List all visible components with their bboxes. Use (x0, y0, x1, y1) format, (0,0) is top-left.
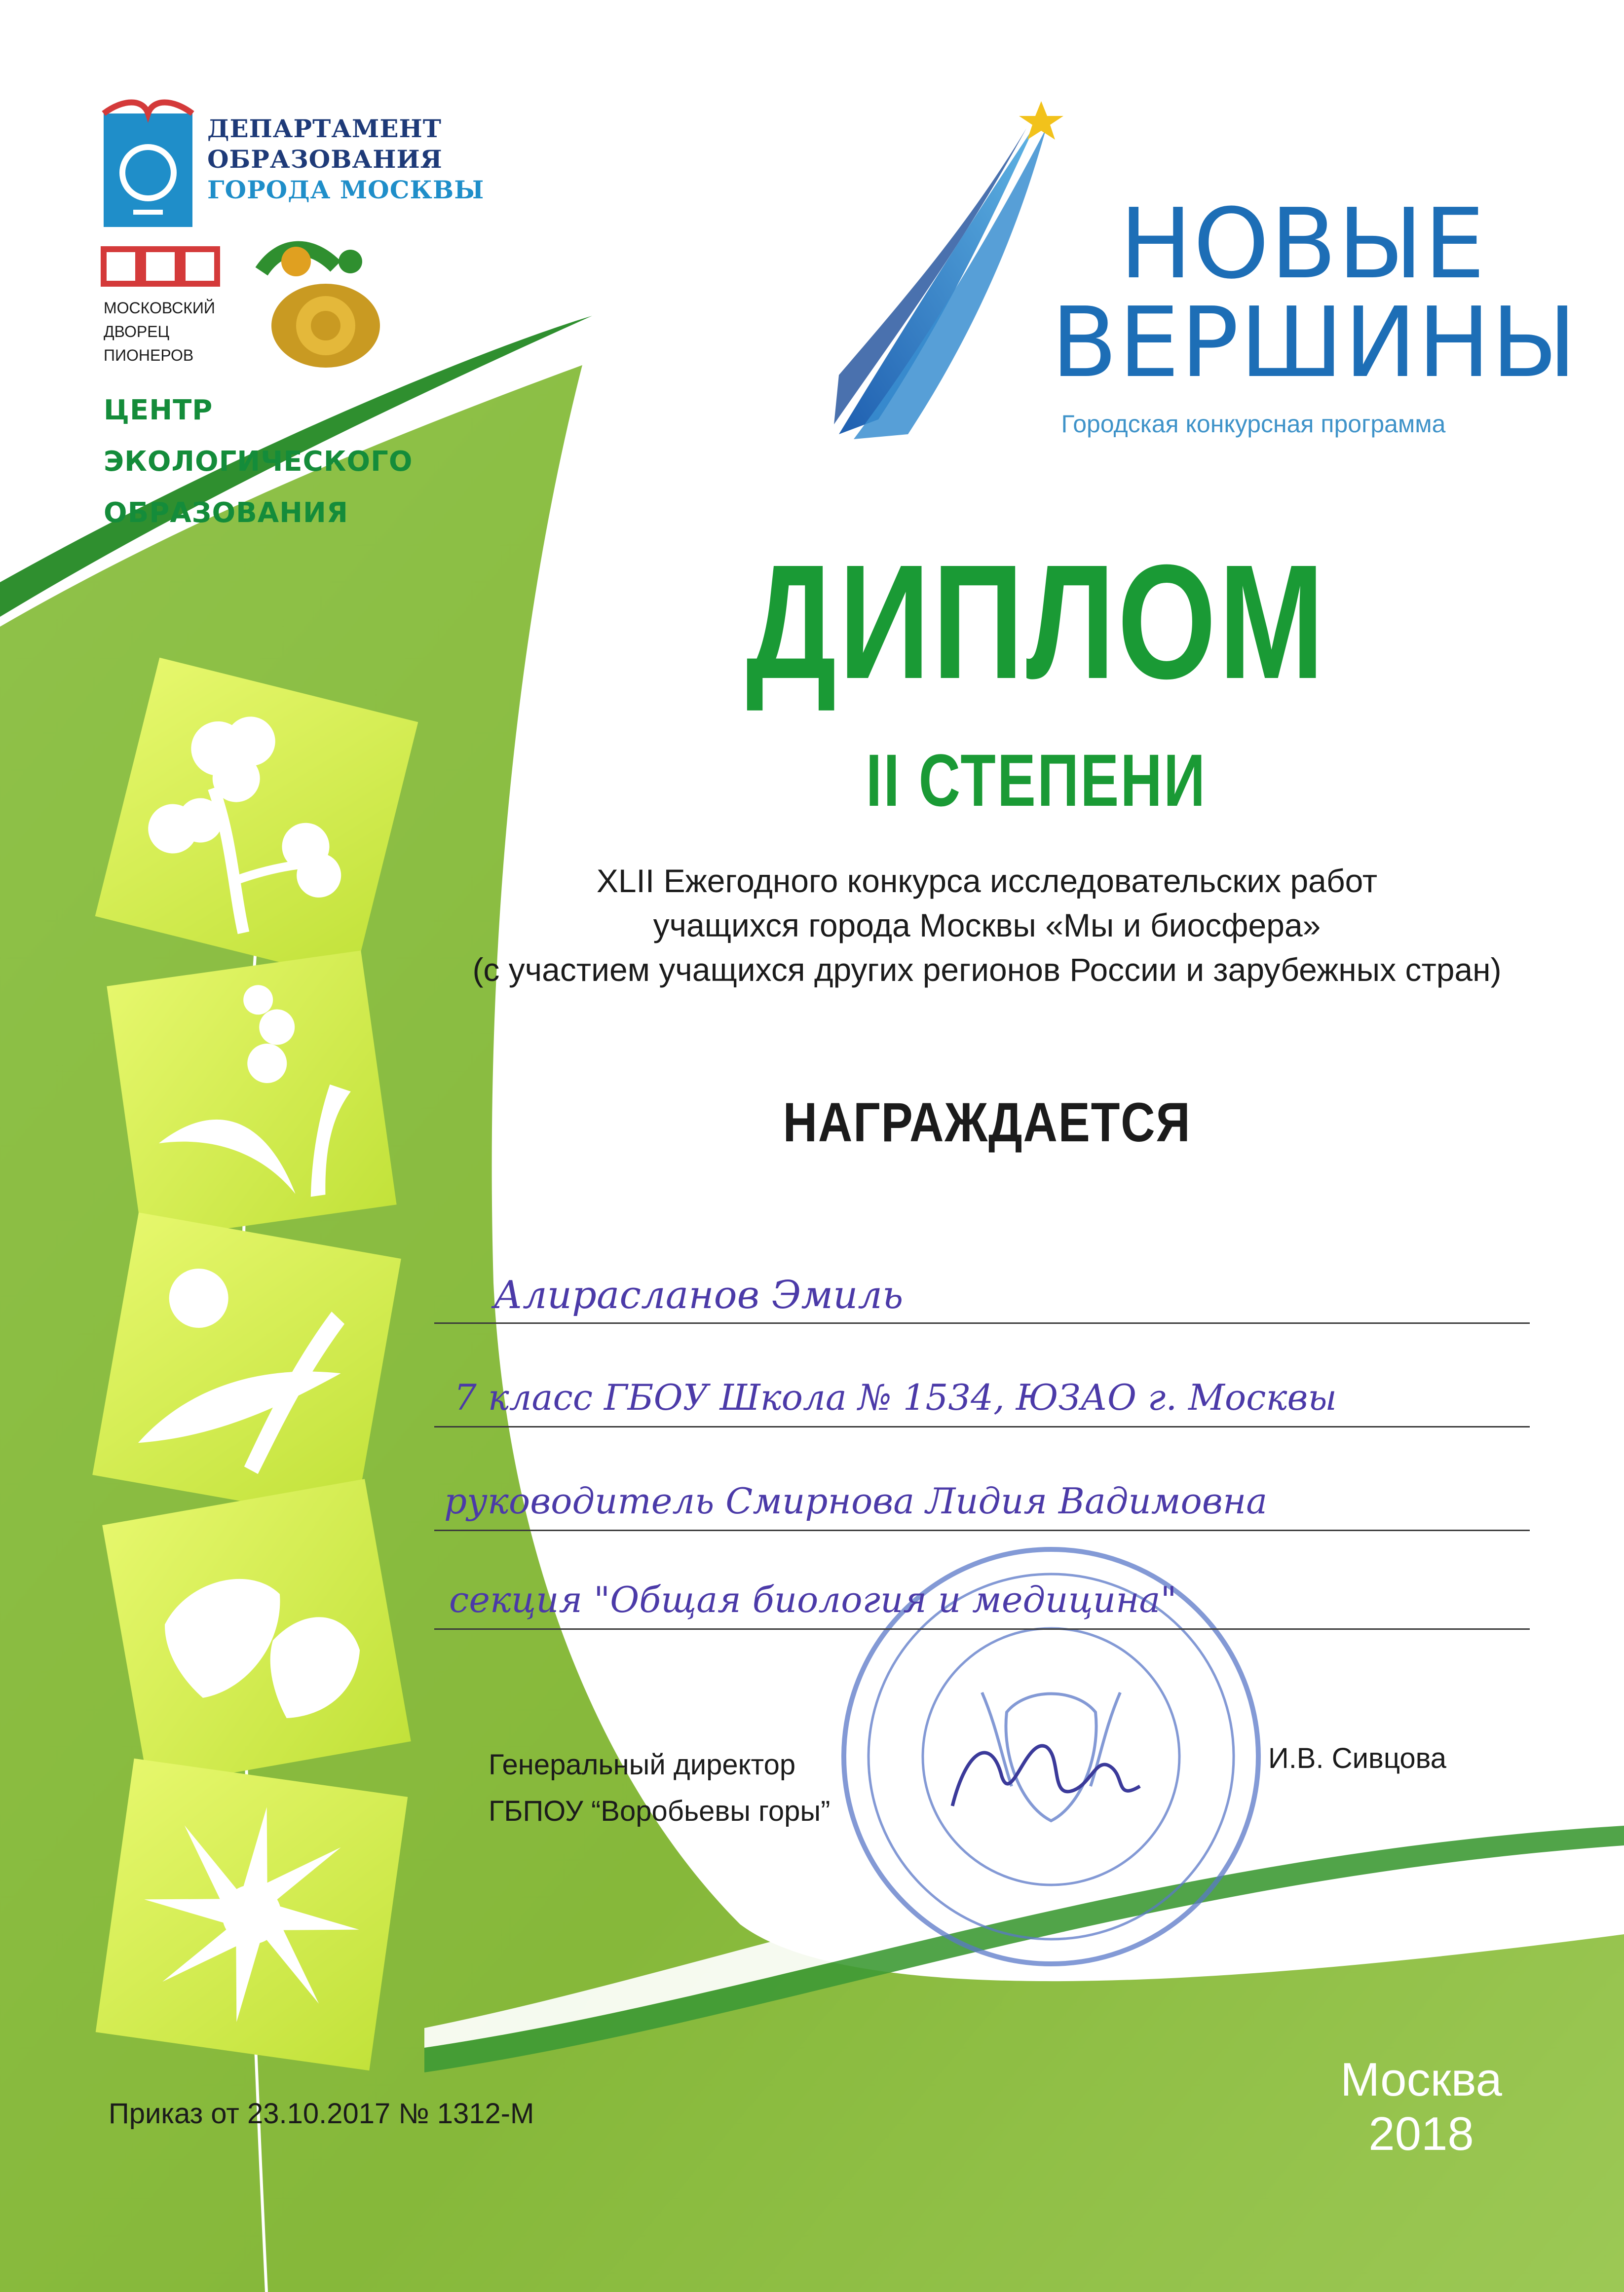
eco-line-3: ОБРАЗОВАНИЯ (104, 497, 348, 529)
star-icon (1019, 101, 1063, 140)
order-reference: Приказ от 23.10.2017 № 1312-М (109, 2098, 534, 2130)
snail-logo-icon (262, 247, 380, 368)
fill-line-1 (434, 1322, 1530, 1324)
department-logo-icon (104, 103, 192, 227)
diploma-title: ДИПЛОМ (746, 530, 1327, 713)
department-line-3: ГОРОДА МОСКВЫ (207, 175, 485, 204)
leaf-card-3 (92, 1212, 401, 1521)
mdp-line-2: ДВОРЕЦ (104, 323, 170, 340)
fill-line-3 (434, 1530, 1530, 1531)
department-line-1: ДЕПАРТАМЕНТ (207, 114, 442, 143)
awardee-school: 7 класс ГБОУ Школа № 1534, ЮЗАО г. Москвы (454, 1377, 1337, 1418)
brand-title (1051, 188, 1578, 399)
awardee-section: секция "Общая биология и медицина" (449, 1579, 1177, 1620)
description-line-3: (с участием учащихся других регионов России и зарубежных стран) (472, 951, 1502, 988)
competition-description (395, 859, 1579, 992)
fill-line-2 (434, 1426, 1530, 1428)
signer-name: И.В. Сивцова (1268, 1742, 1447, 1774)
eco-line-2: ЭКОЛОГИЧЕСКОГО (104, 446, 413, 478)
brand-line-1: НОВЫЕ (1119, 188, 1486, 301)
diploma-degree: II СТЕПЕНИ (866, 739, 1207, 822)
signer-position (489, 1742, 933, 1835)
mdp-line-3: ПИОНЕРОВ (104, 346, 194, 364)
department-name (207, 113, 513, 205)
description-line-1: XLII Ежегодного конкурса исследовательских работ (596, 863, 1378, 899)
leaf-card-4 (102, 1479, 411, 1788)
leaf-card-5 (96, 1759, 408, 2070)
brand-line-2: ВЕРШИНЫ (1051, 287, 1578, 399)
city: Москва (1340, 2053, 1502, 2106)
department-line-2: ОБРАЗОВАНИЯ (207, 145, 443, 174)
new-peaks-logo-icon (834, 101, 1063, 439)
signer-position-line-2: ГБПОУ “Воробьевы горы” (489, 1795, 831, 1827)
description-line-2: учащихся города Москвы «Мы и биосфера» (653, 907, 1321, 943)
mdp-line-1: МОСКОВСКИЙ (104, 299, 215, 317)
year: 2018 (1368, 2107, 1474, 2160)
signer-position-line-1: Генеральный директор (489, 1749, 796, 1781)
city-year (1283, 2053, 1559, 2161)
mdp-name (104, 296, 252, 367)
signature-scribble (952, 1746, 1140, 1806)
awardee-name: Алирасланов Эмиль (493, 1273, 904, 1317)
eco-center-name (104, 385, 449, 539)
leaf-card-2 (107, 950, 396, 1240)
fill-line-4 (434, 1628, 1530, 1630)
awarded-label: НАГРАЖДАЕТСЯ (783, 1091, 1191, 1153)
awardee-supervisor: руководитель Смирнова Лидия Вадимовна (444, 1480, 1268, 1522)
brand-subtitle: Городская конкурсная программа (1061, 410, 1446, 438)
eco-line-1: ЦЕНТР (104, 394, 213, 426)
